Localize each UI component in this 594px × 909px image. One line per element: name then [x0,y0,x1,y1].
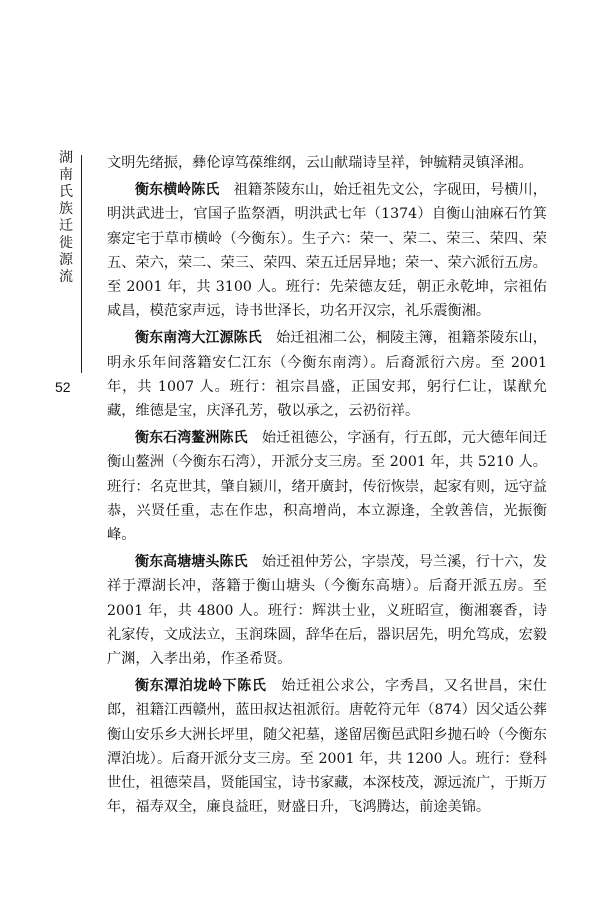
clan-entry-shiwan [107,426,547,547]
clan-entry-gaotang [107,550,547,671]
page-number: 52 [55,379,71,395]
clan-entry-nanwan [107,326,547,423]
clan-heading: 衡东高塘塘头陈氏 [135,554,248,571]
clan-heading: 衡东横岭陈氏 [135,182,220,199]
paragraph-text: 祖籍茶陵东山，始迁祖先文公，字砚田，号横川，明洪武进士，官国子监祭酒，明洪武七年（1374）自衡山油麻石竹箕寨定宅于草市横岭（今衡东）。生子六：荣一、荣二、荣三、荣四、荣五、荣六，荣二、荣三、荣四、荣五迁居异地；荣一、荣六派衍五房。至 2001 年，共 3100 人。班行：先荣德友廷，朝正永乾坤，宗祖佑咸昌，模范家声远，诗书世泽长，功名开汉宗，礼乐震衡湘。 [107,182,547,320]
page-body [107,151,547,822]
paragraph-text: 始迁祖公求公，字秀昌，又名世昌，宋仕郎，祖籍江西赣州，蓝田叔达祖派衍。唐乾符元年（874）因父适公葬衡山安乐乡大洲长坪里，随父祀墓，遂留居衡邑武阳乡抛石岭（今衡东潭泊垅）。后裔开派分支三房。至 2001 年，共 1200 人。班行：登科世仕，祖德荣昌，贤能国宝，诗书家藏，本深枝茂，源远流广，于斯万年，福寿双全，廉良益旺，财盛日升，飞鸿腾达，前途美锦。 [107,678,547,816]
paragraph-text: 始迁祖湘二公，桐陵主簿，祖籍茶陵东山，明永乐年间落籍安仁江东（今衡东南湾）。后裔派衍六房。至 2001 年，共 1007 人。班行：祖宗昌盛，正国安邦，躬行仁让，谋猷允藏，维德是宝，庆泽孔芳，敬以承之，云礽衍祥。 [107,330,547,420]
clan-heading: 衡东石湾鳌洲陈氏 [135,430,248,447]
paragraph-continued [107,151,547,175]
clan-heading: 衡东潭泊垅岭下陈氏 [135,678,267,695]
clan-entry-hengling [107,178,547,323]
book-title-vertical: 湖南氏族迁徙源流 [59,150,73,285]
clan-heading: 衡东南湾大江源陈氏 [135,330,262,347]
paragraph-text: 文明先绪振，彝伦谆笃葆维纲，云山献瑞诗呈祥，钟毓精灵镇泽湘。 [107,155,533,171]
paragraph-text: 始迁祖德公，字涵有，行五郎，元大德年间迁衡山鳌洲（今衡东石湾），开派分支三房。至 2001 年，共 5210 人。班行：名克世其，肇自颍川，绪开廣封，传衍恢崇，起家有则，远守益恭，兴贤任重，志在作忠，积高增尚，本立源逢，全敦善信，光振衡峰。 [107,430,547,544]
paragraph-text: 始迁祖仲芳公，字崇茂，号兰溪，行十六，发祥于潭湖长冲，落籍于衡山塘头（今衡东高塘）。后裔开派五房。至 2001 年，共 4800 人。班行：辉洪士业，义班昭宣，衡湘褰香，诗礼家传，文成法立，玉润珠圆，辞华在后，器识居先，明允笃成，宏毅广渊，入孝出弟，作圣希贤。 [107,554,547,668]
clan-entry-tanbolong [107,674,547,819]
margin-divider [81,155,82,373]
